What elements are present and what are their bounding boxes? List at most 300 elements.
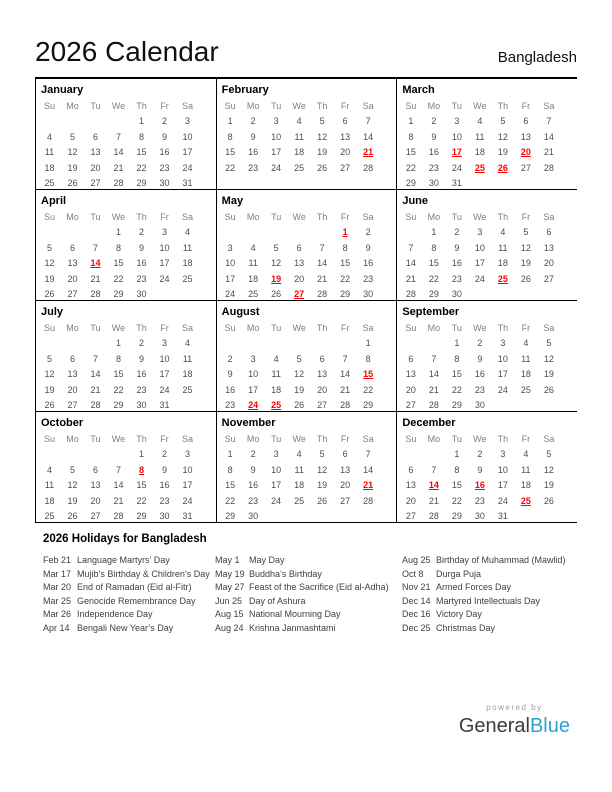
week-row <box>38 336 216 351</box>
date-cell: 17 <box>159 258 170 269</box>
date-cell: 13 <box>67 369 78 380</box>
month-june <box>396 190 577 300</box>
week-row <box>38 463 216 478</box>
date-cell: 30 <box>428 177 439 188</box>
week-row <box>399 114 577 129</box>
date-cell: 21 <box>340 384 351 395</box>
date-cell: 16 <box>136 258 147 269</box>
date-cell: 23 <box>225 399 236 410</box>
holiday-date-cell: 24 <box>248 399 259 410</box>
holiday-date: Oct 8 <box>402 568 424 579</box>
date-cell: 13 <box>317 369 328 380</box>
weekday-header: Su <box>43 101 55 111</box>
date-cell: 24 <box>159 384 170 395</box>
weekday-header: We <box>473 212 487 222</box>
date-cell: 20 <box>543 258 554 269</box>
date-cell: 29 <box>340 288 351 299</box>
weekday-header: Sa <box>543 101 555 111</box>
weekday-header: Sa <box>362 212 374 222</box>
date-cell: 2 <box>138 338 144 349</box>
weekday-header: Mo <box>246 212 260 222</box>
date-cell: 30 <box>136 399 147 410</box>
date-cell: 17 <box>474 258 485 269</box>
holiday-row <box>402 581 577 595</box>
date-cell: 18 <box>44 495 55 506</box>
date-cell: 15 <box>451 480 462 491</box>
holiday-row <box>402 568 577 582</box>
date-cell: 22 <box>113 273 124 284</box>
date-cell: 4 <box>184 338 190 349</box>
holiday-date-cell: 16 <box>474 480 485 491</box>
date-cell: 21 <box>428 384 439 395</box>
week-row <box>399 256 577 271</box>
date-cell: 25 <box>520 384 531 395</box>
weekday-header-row <box>219 321 397 336</box>
date-cell: 21 <box>405 273 416 284</box>
weekday-header: Tu <box>271 101 282 111</box>
date-cell: 15 <box>136 147 147 158</box>
date-cell: 10 <box>182 131 193 142</box>
region-label: Bangladesh <box>497 49 577 66</box>
date-cell <box>311 336 334 351</box>
date-cell: 1 <box>408 116 414 127</box>
date-cell: 13 <box>405 369 416 380</box>
date-cell: 18 <box>44 162 55 173</box>
date-cell: 28 <box>317 288 328 299</box>
date-cell: 20 <box>405 384 416 395</box>
weekday-header-row <box>38 432 216 447</box>
date-cell: 29 <box>451 399 462 410</box>
date-cell: 9 <box>227 369 233 380</box>
weekday-header: Su <box>43 434 55 444</box>
date-cell: 7 <box>431 464 437 475</box>
holiday-name: Krishna Janmashtami <box>249 622 336 633</box>
date-cell: 13 <box>340 464 351 475</box>
date-cell: 26 <box>44 288 55 299</box>
date-cell: 19 <box>67 162 78 173</box>
date-cell: 18 <box>248 273 259 284</box>
date-cell: 23 <box>248 495 259 506</box>
weekday-header-row <box>38 210 216 225</box>
weekday-header: Fr <box>340 212 350 222</box>
month-name: November <box>221 417 276 429</box>
date-cell: 13 <box>405 480 416 491</box>
holiday-row <box>43 608 215 622</box>
date-cell: 5 <box>523 227 529 238</box>
week-row <box>399 272 577 287</box>
page-header <box>35 0 577 77</box>
holiday-date-cell: 27 <box>294 288 305 299</box>
date-cell: 30 <box>159 177 170 188</box>
date-cell: 19 <box>543 369 554 380</box>
date-cell: 3 <box>500 338 506 349</box>
holiday-date: Aug 24 <box>215 622 244 633</box>
week-row <box>399 447 577 462</box>
date-cell: 8 <box>227 464 233 475</box>
date-cell <box>38 447 61 462</box>
date-cell: 15 <box>225 480 236 491</box>
holiday-name: Independence Day <box>77 609 153 620</box>
date-cell: 12 <box>67 147 78 158</box>
holidays-section <box>35 523 577 636</box>
date-cell: 31 <box>182 177 193 188</box>
date-cell: 23 <box>451 273 462 284</box>
date-cell: 8 <box>454 353 460 364</box>
date-cell: 20 <box>67 273 78 284</box>
week-row <box>399 287 577 301</box>
holiday-date-cell: 25 <box>271 399 282 410</box>
date-cell: 9 <box>454 242 460 253</box>
week-row <box>219 145 397 160</box>
weekday-header: We <box>292 212 306 222</box>
weekday-header: Th <box>316 323 328 333</box>
date-cell <box>219 225 242 240</box>
holiday-date-cell: 25 <box>497 273 508 284</box>
date-cell: 2 <box>161 116 167 127</box>
date-cell: 9 <box>138 353 144 364</box>
date-cell: 25 <box>294 495 305 506</box>
weekday-header: Fr <box>160 323 169 333</box>
weekday-header: Th <box>497 323 509 333</box>
date-cell: 31 <box>497 510 508 521</box>
date-cell: 13 <box>67 258 78 269</box>
weekday-header: Sa <box>181 323 193 333</box>
date-cell: 24 <box>271 495 282 506</box>
date-cell: 12 <box>294 369 305 380</box>
weekday-header: Th <box>136 212 147 222</box>
weekday-header: Tu <box>90 101 101 111</box>
date-cell: 4 <box>500 227 506 238</box>
date-cell <box>334 509 357 523</box>
date-cell: 3 <box>161 227 167 238</box>
date-cell: 18 <box>182 258 193 269</box>
holiday-date-cell: 21 <box>363 147 374 158</box>
date-cell: 6 <box>408 353 414 364</box>
date-cell: 13 <box>294 258 305 269</box>
date-cell: 2 <box>161 449 167 460</box>
week-row <box>219 383 397 398</box>
week-row <box>219 367 397 382</box>
date-cell: 30 <box>248 510 259 521</box>
date-cell: 23 <box>136 273 147 284</box>
date-cell: 4 <box>523 338 529 349</box>
date-cell: 17 <box>497 480 508 491</box>
date-cell <box>514 509 537 523</box>
date-cell: 20 <box>90 162 101 173</box>
weekday-header: Tu <box>451 323 462 333</box>
date-cell: 8 <box>454 464 460 475</box>
date-cell: 8 <box>115 242 121 253</box>
weekday-header-row <box>399 321 577 336</box>
holiday-date-cell: 14 <box>428 480 439 491</box>
date-cell: 16 <box>225 384 236 395</box>
weekday-header: Su <box>43 323 55 333</box>
date-cell <box>61 114 84 129</box>
date-cell: 27 <box>340 162 351 173</box>
weekday-header: Su <box>405 434 417 444</box>
week-row <box>38 352 216 367</box>
date-cell: 27 <box>543 273 554 284</box>
date-cell: 13 <box>90 147 101 158</box>
date-cell: 6 <box>342 449 348 460</box>
week-row <box>219 272 397 287</box>
date-cell: 15 <box>451 369 462 380</box>
date-cell: 5 <box>69 131 75 142</box>
holiday-date: Apr 14 <box>43 622 70 633</box>
weekday-header: Mo <box>427 323 441 333</box>
week-row <box>219 447 397 462</box>
week-row <box>399 352 577 367</box>
week-row <box>219 114 397 129</box>
date-cell: 9 <box>477 353 483 364</box>
weekday-header: Sa <box>362 434 374 444</box>
date-cell: 28 <box>428 510 439 521</box>
date-cell: 21 <box>113 162 124 173</box>
date-cell: 5 <box>319 449 325 460</box>
date-cell: 18 <box>520 480 531 491</box>
date-cell: 28 <box>543 162 554 173</box>
holiday-column-2 <box>215 554 402 636</box>
date-cell: 22 <box>113 384 124 395</box>
week-row <box>399 161 577 176</box>
date-cell: 24 <box>474 273 485 284</box>
date-cell: 18 <box>182 369 193 380</box>
date-cell: 6 <box>69 242 75 253</box>
weekday-header: Th <box>497 101 509 111</box>
date-cell: 11 <box>521 464 531 475</box>
date-cell: 6 <box>92 464 98 475</box>
date-cell: 27 <box>340 495 351 506</box>
date-cell: 8 <box>365 353 371 364</box>
holiday-date-cell: 19 <box>271 273 282 284</box>
holiday-date: May 19 <box>215 568 245 579</box>
holiday-date-cell: 20 <box>520 147 531 158</box>
date-cell: 26 <box>543 495 554 506</box>
date-cell <box>107 114 130 129</box>
date-cell: 29 <box>428 288 439 299</box>
date-cell: 16 <box>159 147 170 158</box>
week-row <box>38 447 216 462</box>
date-cell: 1 <box>115 338 121 349</box>
month-name: December <box>402 417 456 429</box>
date-cell: 7 <box>342 353 348 364</box>
weekday-header-row <box>38 321 216 336</box>
holiday-row <box>43 581 215 595</box>
weekday-header: Tu <box>451 101 462 111</box>
page-title: 2026 Calendar <box>35 36 219 67</box>
date-cell: 27 <box>90 177 101 188</box>
holiday-name: Armed Forces Day <box>436 582 512 593</box>
powered-by-label: powered by <box>486 703 543 712</box>
holiday-row <box>215 608 402 622</box>
weekday-header: Sa <box>543 212 555 222</box>
date-cell: 18 <box>271 384 282 395</box>
date-cell <box>334 336 357 351</box>
month-april <box>35 190 216 300</box>
date-cell: 27 <box>405 510 416 521</box>
month-september <box>396 301 577 411</box>
date-cell: 26 <box>317 162 328 173</box>
date-cell: 26 <box>317 495 328 506</box>
month-name: September <box>402 306 460 318</box>
date-cell: 22 <box>405 162 416 173</box>
month-january <box>35 79 216 189</box>
weekday-header-row <box>399 432 577 447</box>
week-row <box>38 367 216 382</box>
date-cell <box>514 398 537 412</box>
date-cell: 22 <box>363 384 374 395</box>
weekday-header: Fr <box>521 323 531 333</box>
date-cell: 27 <box>520 162 531 173</box>
week-row <box>38 145 216 160</box>
date-cell: 11 <box>294 464 304 475</box>
date-cell: 11 <box>44 147 55 158</box>
holiday-date-cell: 21 <box>363 480 374 491</box>
date-cell: 8 <box>138 131 144 142</box>
date-cell: 26 <box>543 384 554 395</box>
date-cell: 15 <box>225 147 236 158</box>
date-cell: 15 <box>428 258 439 269</box>
month-february <box>216 79 397 189</box>
date-cell: 6 <box>408 464 414 475</box>
holiday-name: End of Ramadan (Eid al-Fitr) <box>77 582 192 593</box>
weekday-header: We <box>473 434 487 444</box>
date-cell: 26 <box>294 399 305 410</box>
weekday-header: Fr <box>340 323 350 333</box>
date-cell: 19 <box>44 273 55 284</box>
date-cell: 2 <box>250 116 256 127</box>
date-cell: 7 <box>92 242 98 253</box>
date-cell <box>537 398 560 412</box>
date-cell: 11 <box>248 258 258 269</box>
date-cell: 17 <box>182 480 193 491</box>
weekday-header-row <box>219 210 397 225</box>
weekday-header: Sa <box>181 101 193 111</box>
date-cell: 6 <box>69 353 75 364</box>
week-row <box>399 509 577 523</box>
date-cell: 23 <box>474 495 485 506</box>
date-cell: 12 <box>271 258 282 269</box>
date-cell: 18 <box>520 369 531 380</box>
date-cell: 27 <box>67 399 78 410</box>
week-row <box>399 494 577 509</box>
date-cell: 1 <box>454 449 460 460</box>
date-cell: 7 <box>431 353 437 364</box>
date-cell: 8 <box>431 242 437 253</box>
holiday-name: Bengali New Year’s Day <box>77 622 174 633</box>
date-cell <box>399 336 422 351</box>
date-cell: 22 <box>428 273 439 284</box>
weekday-header: Fr <box>340 101 350 111</box>
date-cell: 20 <box>294 273 305 284</box>
date-cell: 22 <box>136 162 147 173</box>
holiday-name: Feast of the Sacrifice (Eid al-Adha) <box>249 582 389 593</box>
date-cell: 31 <box>451 177 462 188</box>
month-name: June <box>402 195 429 207</box>
weekday-header: Su <box>224 212 236 222</box>
date-cell <box>468 176 491 190</box>
date-cell: 4 <box>184 227 190 238</box>
date-cell: 5 <box>296 353 302 364</box>
week-row <box>219 494 397 509</box>
weekday-header: Sa <box>362 101 374 111</box>
date-cell: 12 <box>44 258 55 269</box>
holiday-row <box>43 595 215 609</box>
month-name: January <box>41 84 84 96</box>
week-row <box>38 287 216 301</box>
weekday-header: Tu <box>90 323 101 333</box>
date-cell: 3 <box>227 242 233 253</box>
week-row <box>219 352 397 367</box>
date-cell <box>84 225 107 240</box>
date-cell: 23 <box>428 162 439 173</box>
holiday-row <box>215 568 402 582</box>
date-cell: 4 <box>46 464 52 475</box>
week-row <box>219 287 397 301</box>
date-cell <box>491 398 514 412</box>
date-cell <box>265 336 288 351</box>
weekday-header: Su <box>224 434 236 444</box>
weekday-header: Tu <box>451 212 462 222</box>
week-row <box>38 509 216 523</box>
date-cell: 13 <box>543 242 554 253</box>
date-cell: 24 <box>271 162 282 173</box>
week-row <box>38 256 216 271</box>
holidays-title: 2026 Holidays for Bangladesh <box>43 533 207 545</box>
weekday-header-row <box>219 99 397 114</box>
date-cell: 29 <box>451 510 462 521</box>
holiday-date-cell: 14 <box>90 258 101 269</box>
weekday-header: Th <box>316 101 328 111</box>
date-cell: 23 <box>159 162 170 173</box>
date-cell: 20 <box>67 384 78 395</box>
month-august <box>216 301 397 411</box>
date-cell: 26 <box>67 510 78 521</box>
holiday-name: National Mourning Day <box>249 609 341 620</box>
date-cell: 24 <box>497 384 508 395</box>
month-name: July <box>41 306 64 318</box>
date-cell: 16 <box>474 369 485 380</box>
holiday-date-cell: 15 <box>363 369 374 380</box>
date-cell: 30 <box>363 288 374 299</box>
date-cell: 9 <box>365 242 371 253</box>
date-cell: 22 <box>136 495 147 506</box>
date-cell: 30 <box>159 510 170 521</box>
holiday-date: May 1 <box>215 555 240 565</box>
date-cell: 11 <box>521 353 531 364</box>
date-cell: 15 <box>405 147 416 158</box>
date-cell: 1 <box>431 227 437 238</box>
date-cell: 19 <box>317 480 328 491</box>
holiday-date-cell: 17 <box>451 147 462 158</box>
weekday-header: Tu <box>271 323 282 333</box>
date-cell <box>422 447 445 462</box>
date-cell <box>514 287 537 301</box>
holiday-date: Dec 25 <box>402 622 431 633</box>
date-cell: 11 <box>44 480 55 491</box>
weekday-header: Su <box>405 212 417 222</box>
date-cell: 3 <box>454 116 460 127</box>
date-cell <box>468 287 491 301</box>
date-cell: 29 <box>113 288 124 299</box>
weekday-header: Fr <box>340 434 350 444</box>
date-cell: 10 <box>159 242 170 253</box>
holiday-column-1 <box>43 554 215 636</box>
date-cell: 5 <box>546 338 552 349</box>
weekday-header: Fr <box>521 212 531 222</box>
date-cell: 27 <box>405 399 416 410</box>
date-cell: 2 <box>454 227 460 238</box>
